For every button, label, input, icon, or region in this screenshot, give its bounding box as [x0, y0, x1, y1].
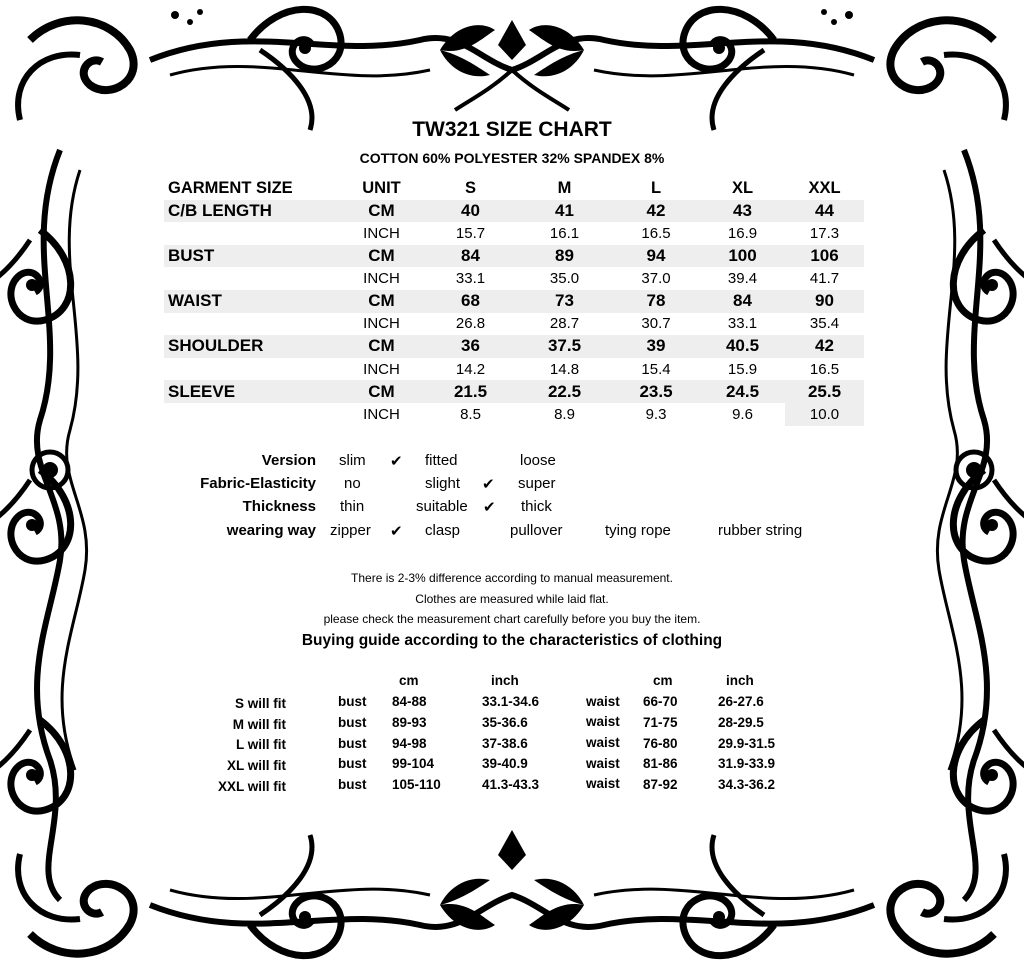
option-no: no — [344, 475, 361, 492]
waist-label: waist — [586, 776, 620, 791]
table-cell: 44 — [785, 200, 864, 223]
size-table — [164, 177, 864, 426]
table-cell: 84 — [424, 245, 517, 268]
fit-label: L will fit — [236, 737, 286, 752]
attr-elasticity — [0, 475, 1024, 497]
chart-title: TW321 SIZE CHART — [412, 118, 612, 141]
option-zipper: zipper — [330, 522, 371, 539]
table-cell: 35.0 — [517, 267, 612, 290]
row-label: SHOULDER — [164, 335, 339, 358]
fabric-composition: COTTON 60% POLYESTER 32% SPANDEX 8% — [359, 150, 665, 166]
empty-cell — [164, 313, 339, 336]
table-row — [164, 403, 864, 426]
table-cell: 16.9 — [700, 222, 785, 245]
attr-version — [0, 452, 1024, 474]
check-icon: ✔ — [390, 453, 403, 470]
unit-cell: INCH — [339, 403, 424, 426]
bust-cm: 99-104 — [392, 756, 435, 771]
attr-label: Version — [261, 452, 316, 469]
table-cell: 41.7 — [785, 267, 864, 290]
table-cell: 9.6 — [700, 403, 785, 426]
corner-top-right — [821, 9, 1006, 120]
bust-label: bust — [338, 777, 367, 792]
row-label: BUST — [164, 245, 339, 268]
table-cell: 9.3 — [612, 403, 700, 426]
table-cell: 37.5 — [517, 335, 612, 358]
bust-inch: 33.1-34.6 — [482, 694, 540, 709]
unit-cell: INCH — [339, 358, 424, 381]
empty-cell — [164, 358, 339, 381]
unit-cell: CM — [339, 290, 424, 313]
waist-cm: 66-70 — [643, 694, 678, 709]
option-super: super — [518, 475, 556, 492]
table-cell: 25.5 — [785, 380, 864, 403]
waist-label: waist — [586, 756, 620, 771]
option-tying-rope: tying rope — [605, 522, 671, 539]
waist-label: waist — [586, 694, 620, 709]
corner-bottom-right — [890, 854, 1006, 954]
table-row — [164, 222, 864, 245]
empty-cell — [164, 267, 339, 290]
waist-cm: 76-80 — [643, 736, 678, 751]
waist-label: waist — [586, 714, 620, 729]
unit-cell: INCH — [339, 222, 424, 245]
table-cell: 15.4 — [612, 358, 700, 381]
table-row — [164, 245, 864, 268]
table-cell: 68 — [424, 290, 517, 313]
check-icon: ✔ — [483, 499, 496, 516]
option-pullover: pullover — [510, 522, 563, 539]
attr-wearing-way — [0, 522, 1024, 544]
header-size-xl: XL — [731, 178, 754, 197]
table-cell: 33.1 — [700, 313, 785, 336]
table-row — [164, 358, 864, 381]
bust-cm: 94-98 — [392, 736, 427, 751]
waist-inch: 26-27.6 — [718, 694, 764, 709]
waist-inch: 29.9-31.5 — [718, 736, 776, 751]
unit-cell: INCH — [339, 267, 424, 290]
unit-cell: CM — [339, 335, 424, 358]
table-cell: 73 — [517, 290, 612, 313]
table-cell: 16.5 — [785, 358, 864, 381]
unit-cell: CM — [339, 245, 424, 268]
table-row — [164, 290, 864, 313]
option-slim: slim — [339, 452, 366, 469]
table-cell: 94 — [612, 245, 700, 268]
note-laid-flat: Clothes are measured while laid flat. — [415, 592, 609, 606]
check-icon: ✔ — [390, 523, 403, 540]
attr-label: Thickness — [242, 498, 316, 515]
table-cell: 14.8 — [517, 358, 612, 381]
table-cell: 40.5 — [700, 335, 785, 358]
corner-top-left — [18, 9, 203, 120]
table-row — [164, 313, 864, 336]
table-cell: 89 — [517, 245, 612, 268]
fit-label: M will fit — [232, 717, 286, 732]
row-label: SLEEVE — [164, 380, 339, 403]
option-rubber-string: rubber string — [718, 522, 803, 539]
table-cell: 10.0 — [785, 403, 864, 426]
table-cell: 78 — [612, 290, 700, 313]
row-label: WAIST — [164, 290, 339, 313]
bust-cm: 105-110 — [392, 777, 441, 792]
table-cell: 43 — [700, 200, 785, 223]
waist-inch: 28-29.5 — [718, 715, 764, 730]
header-size-l: L — [650, 178, 662, 197]
table-cell: 16.5 — [612, 222, 700, 245]
header-size-s: S — [464, 178, 476, 197]
table-cell: 15.7 — [424, 222, 517, 245]
waist-cm: 81-86 — [643, 756, 678, 771]
table-cell: 84 — [700, 290, 785, 313]
attr-label: wearing way — [226, 522, 316, 539]
bottom-vine — [150, 895, 874, 927]
bust-label: bust — [338, 715, 367, 730]
table-cell: 14.2 — [424, 358, 517, 381]
attr-label: Fabric-Elasticity — [200, 475, 316, 492]
table-cell: 24.5 — [700, 380, 785, 403]
option-fitted: fitted — [425, 452, 458, 469]
fit-label: XXL will fit — [217, 779, 286, 794]
bust-label: bust — [338, 736, 367, 751]
table-cell: 23.5 — [612, 380, 700, 403]
bust-label: bust — [338, 694, 367, 709]
table-cell: 90 — [785, 290, 864, 313]
guide-col-inch: inch — [726, 673, 754, 688]
guide-col-cm: cm — [653, 673, 673, 688]
row-label: C/B LENGTH — [164, 200, 339, 223]
option-thin: thin — [340, 498, 365, 515]
unit-cell: CM — [339, 380, 424, 403]
table-cell: 41 — [517, 200, 612, 223]
table-cell: 36 — [424, 335, 517, 358]
header-size-xxl: XXL — [808, 178, 841, 197]
table-header-row — [164, 177, 864, 200]
waist-cm: 87-92 — [643, 777, 678, 792]
table-cell: 17.3 — [785, 222, 864, 245]
check-icon: ✔ — [482, 476, 495, 493]
table-cell: 21.5 — [424, 380, 517, 403]
header-unit: UNIT — [362, 178, 401, 197]
waist-inch: 34.3-36.2 — [718, 777, 776, 792]
unit-cell: CM — [339, 200, 424, 223]
table-cell: 100 — [700, 245, 785, 268]
bust-label: bust — [338, 756, 367, 771]
corner-bottom-left — [18, 854, 134, 954]
table-cell: 40 — [424, 200, 517, 223]
unit-cell: INCH — [339, 313, 424, 336]
table-row — [164, 267, 864, 290]
table-cell: 8.5 — [424, 403, 517, 426]
option-suitable: suitable — [416, 498, 468, 515]
table-row — [164, 200, 864, 223]
bust-inch: 41.3-43.3 — [482, 777, 540, 792]
attr-thickness — [0, 498, 1024, 520]
table-cell: 22.5 — [517, 380, 612, 403]
table-row — [164, 335, 864, 358]
waist-label: waist — [586, 735, 620, 750]
option-clasp: clasp — [425, 522, 461, 539]
option-thick: thick — [521, 498, 552, 515]
table-cell: 35.4 — [785, 313, 864, 336]
table-cell: 28.7 — [517, 313, 612, 336]
table-cell: 15.9 — [700, 358, 785, 381]
header-size-m: M — [557, 178, 572, 197]
table-cell: 37.0 — [612, 267, 700, 290]
table-cell: 42 — [785, 335, 864, 358]
bust-cm: 89-93 — [392, 715, 427, 730]
bust-inch: 35-36.6 — [482, 715, 528, 730]
empty-cell — [164, 403, 339, 426]
buying-guide-title: Buying guide according to the characteristics of clothing — [301, 632, 723, 649]
waist-inch: 31.9-33.9 — [718, 756, 776, 771]
table-cell: 30.7 — [612, 313, 700, 336]
bust-inch: 37-38.6 — [482, 736, 528, 751]
table-cell: 106 — [785, 245, 864, 268]
note-check-chart: please check the measurement chart carefully before you buy the item. — [323, 612, 701, 626]
table-cell: 8.9 — [517, 403, 612, 426]
table-cell: 33.1 — [424, 267, 517, 290]
fit-label: XL will fit — [226, 758, 286, 773]
empty-cell — [164, 222, 339, 245]
guide-col-inch: inch — [491, 673, 519, 688]
bust-inch: 39-40.9 — [482, 756, 528, 771]
option-loose: loose — [520, 452, 556, 469]
waist-cm: 71-75 — [643, 715, 678, 730]
table-cell: 42 — [612, 200, 700, 223]
table-cell: 26.8 — [424, 313, 517, 336]
table-cell: 16.1 — [517, 222, 612, 245]
option-slight: slight — [425, 475, 461, 492]
bust-cm: 84-88 — [392, 694, 427, 709]
table-cell: 39 — [612, 335, 700, 358]
header-garment-size: GARMENT SIZE — [168, 178, 293, 197]
fit-label: S will fit — [234, 696, 286, 711]
table-cell: 39.4 — [700, 267, 785, 290]
guide-col-cm: cm — [399, 673, 419, 688]
note-measurement: There is 2-3% difference according to manual measurement. — [351, 571, 673, 585]
table-row — [164, 380, 864, 403]
